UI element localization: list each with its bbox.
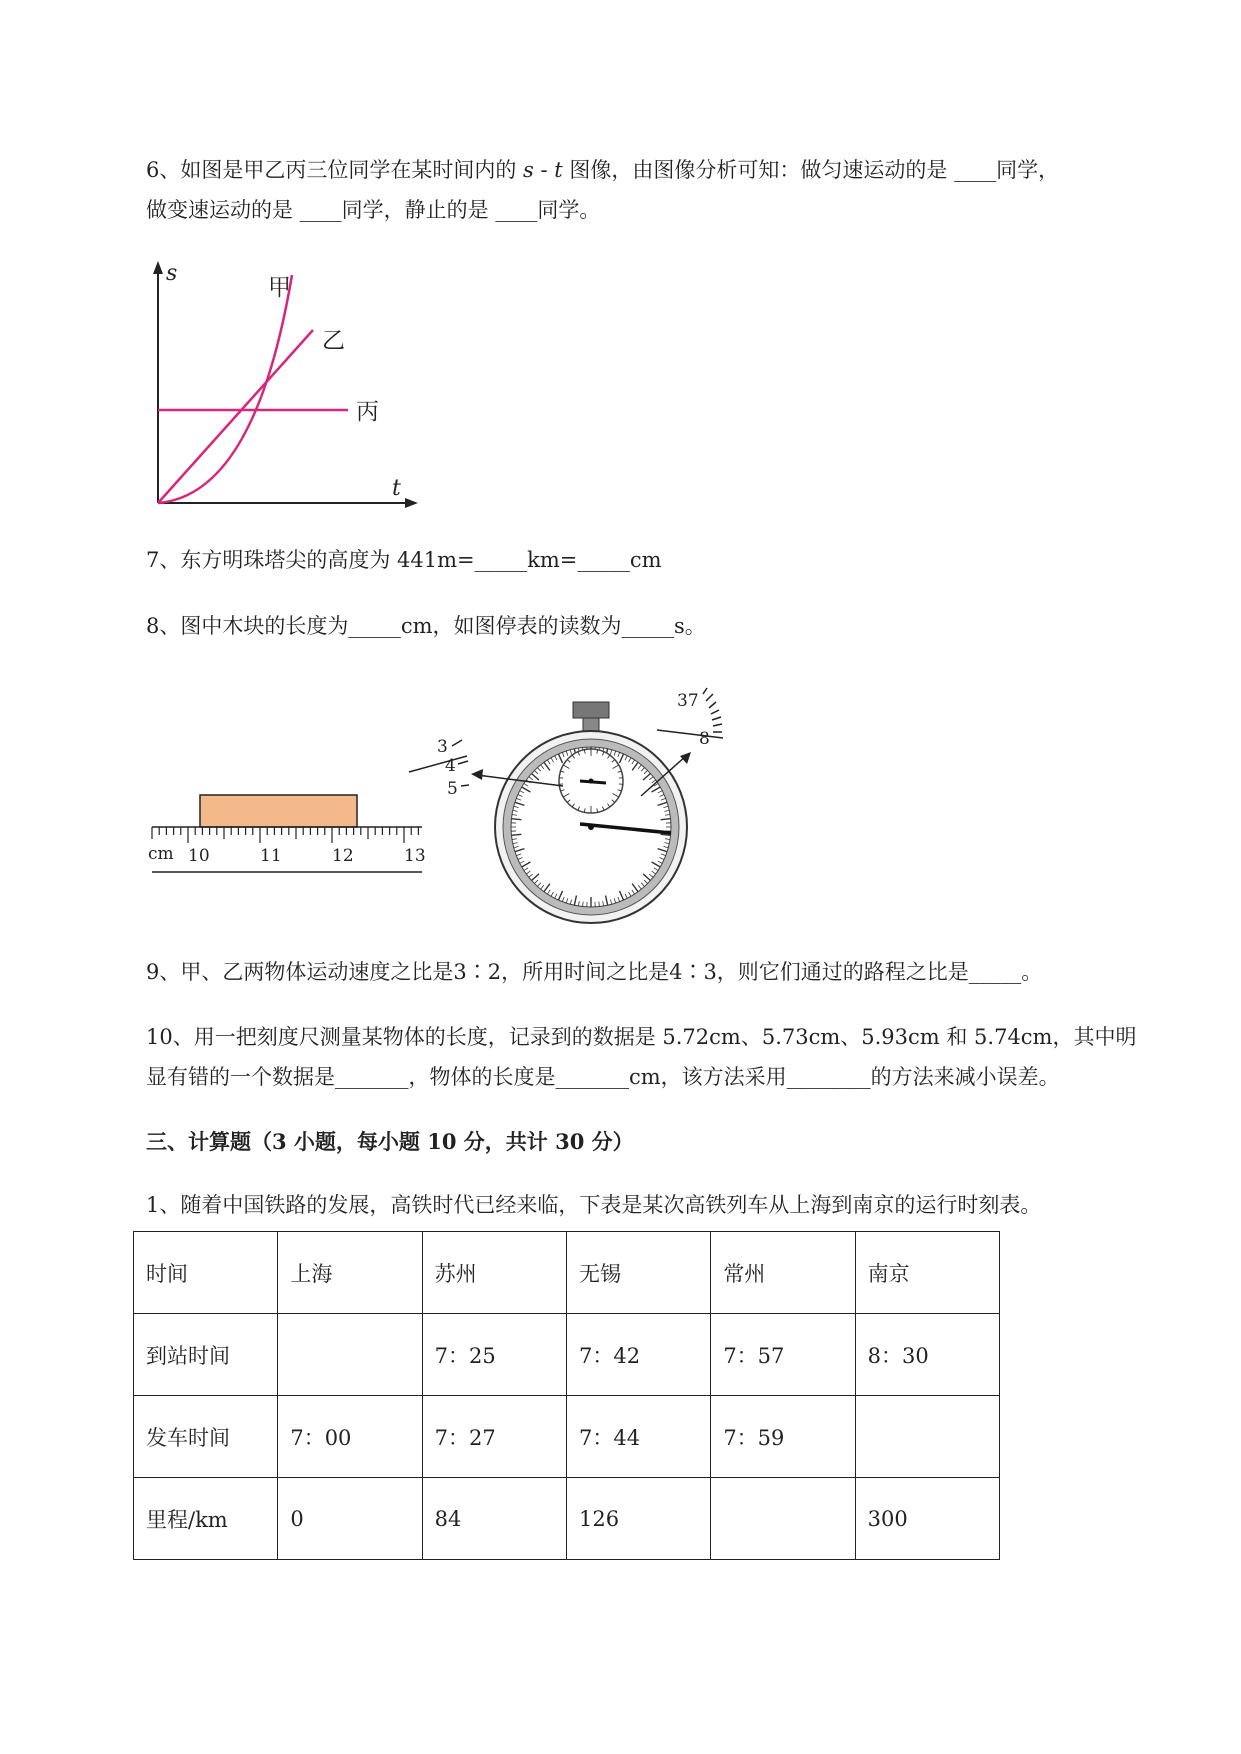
- ruler-tick-13: 13: [404, 846, 426, 866]
- table-cell: [855, 1396, 999, 1478]
- s-axis-label: s: [166, 261, 178, 286]
- section-3-heading: 三、计算题（3 小题，每小题 10 分，共计 30 分）: [146, 1129, 634, 1154]
- callout-right-37: 37: [677, 691, 699, 711]
- table-cell: 常州: [711, 1232, 855, 1314]
- q10-line-1: 10、用一把刻度尺测量某物体的长度，记录到的数据是 5.72cm、5.73cm、5.93cm 和 5.74cm，其中明: [146, 1025, 1137, 1049]
- table-cell: 7：27: [422, 1396, 566, 1478]
- q6-s-symbol: s: [523, 158, 534, 182]
- ruler-tick-10: 10: [188, 846, 210, 866]
- q6-line-1: [146, 155, 1059, 185]
- callout-left-tick: [461, 785, 469, 786]
- table-cell: 7：59: [711, 1396, 855, 1478]
- q6-text-a: 6、如图是甲乙丙三位同学在某时间内的: [146, 158, 524, 182]
- ruler-figure: [140, 780, 440, 900]
- q6-t-symbol: t: [554, 158, 563, 182]
- callout-right-8: 8: [699, 729, 710, 749]
- table-cell: 7：57: [711, 1314, 855, 1396]
- t-axis-arrow: [405, 498, 418, 508]
- calc-q1: 1、随着中国铁路的发展，高铁时代已经来临，下表是某次高铁列车从上海到南京的运行时刻表。: [146, 1193, 1042, 1217]
- table-cell: 7：42: [566, 1314, 710, 1396]
- table-cell: 到站时间: [134, 1314, 278, 1396]
- table-cell: 7：00: [278, 1396, 422, 1478]
- dial-tick-mark: [583, 902, 584, 907]
- wood-block: [200, 795, 357, 827]
- q6-dash: -: [533, 158, 555, 182]
- stopwatch-crown: [573, 702, 609, 718]
- label-yi: 乙: [322, 328, 345, 354]
- ruler-tick-12: 12: [332, 846, 354, 866]
- arrow-to-second-dial-head: [680, 752, 691, 764]
- q10-line-2: 显有错的一个数据是_______，物体的长度是_______cm，该方法采用________的方法来减小误差。: [146, 1065, 1060, 1089]
- table-cell: 苏州: [422, 1232, 566, 1314]
- table-cell: 84: [422, 1478, 566, 1560]
- stopwatch-figure: [405, 668, 765, 938]
- table-row: [134, 1396, 1000, 1478]
- t-axis-label: t: [392, 476, 401, 501]
- table-cell: 上海: [278, 1232, 422, 1314]
- table-cell: 无锡: [566, 1232, 710, 1314]
- table-row: [134, 1314, 1000, 1396]
- q6-line-2: 做变速运动的是 ____同学，静止的是 ____同学。: [146, 198, 601, 222]
- callout-left-tick: [458, 761, 468, 764]
- stopwatch-stem: [583, 718, 599, 732]
- table-cell: 7：25: [422, 1314, 566, 1396]
- callout-left-tick: [452, 740, 462, 746]
- second-hand-pivot: [588, 824, 594, 830]
- arrow-to-minute-dial-head: [471, 769, 483, 780]
- table-cell: 时间: [134, 1232, 278, 1314]
- q7: 7、东方明珠塔尖的高度为 441m=_____km=_____cm: [146, 548, 662, 572]
- timetable-body: [134, 1232, 1000, 1560]
- callout-right-scale: [703, 688, 722, 732]
- ruler-tick-11: 11: [260, 846, 282, 866]
- callout-left-3: 3: [437, 737, 448, 757]
- table-header-row: [134, 1232, 1000, 1314]
- table-cell: 7：44: [566, 1396, 710, 1478]
- q9: 9、甲、乙两物体运动速度之比是3∶2，所用时间之比是4∶3，则它们通过的路程之比是_____。: [146, 960, 1043, 984]
- table-row: [134, 1478, 1000, 1560]
- table-cell: 0: [278, 1478, 422, 1560]
- curve-jia: [158, 275, 292, 503]
- table-cell: [278, 1314, 422, 1396]
- ruler-ticks: [152, 827, 418, 843]
- table-cell: 8：30: [855, 1314, 999, 1396]
- table-cell: 里程/km: [134, 1478, 278, 1560]
- ruler-unit: cm: [148, 844, 174, 864]
- table-cell: 126: [566, 1478, 710, 1560]
- dial-tick-mark: [599, 902, 600, 907]
- table-cell: 发车时间: [134, 1396, 278, 1478]
- timetable: [133, 1231, 1000, 1560]
- label-jia: 甲: [268, 275, 291, 301]
- st-graph: [130, 255, 430, 525]
- line-yi: [158, 330, 313, 503]
- callout-right-pointer: [657, 730, 723, 738]
- table-cell: 300: [855, 1478, 999, 1560]
- table-cell: [711, 1478, 855, 1560]
- table-cell: 南京: [855, 1232, 999, 1314]
- s-axis-arrow: [153, 261, 163, 274]
- q8: 8、图中木块的长度为_____cm，如图停表的读数为_____s。: [146, 614, 706, 638]
- minute-hand-pivot: [589, 779, 594, 784]
- callout-left-5: 5: [447, 779, 458, 799]
- q6-text-b: 图像，由图像分析可知：做匀速运动的是 ____同学，: [562, 158, 1060, 182]
- label-bing: 丙: [356, 399, 379, 425]
- callout-left-4: 4: [445, 756, 456, 776]
